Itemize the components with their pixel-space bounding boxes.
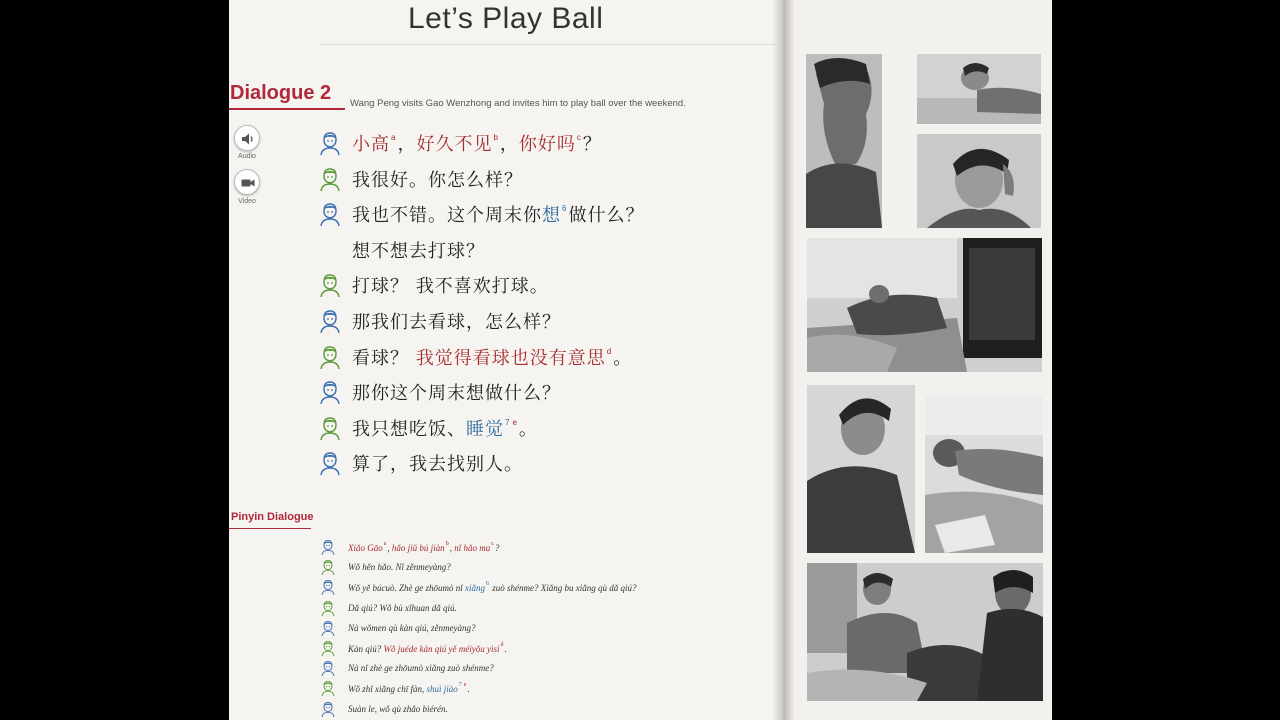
footnote-marker: e	[512, 417, 518, 427]
chinese-text	[352, 272, 549, 298]
pinyin-line	[320, 557, 451, 577]
footnote-marker: d	[500, 642, 504, 648]
footnote-marker: e	[463, 682, 467, 689]
chinese-text	[352, 344, 632, 370]
dialogue-line	[318, 199, 644, 229]
text-segment: ?	[494, 543, 500, 553]
text-segment: ，	[397, 134, 417, 155]
footnote-marker: 6	[562, 204, 568, 214]
footnote-marker: a	[383, 541, 387, 547]
photo-boy-laptop-bed	[807, 238, 1042, 372]
text-segment: 想不想去打球？	[352, 240, 485, 262]
speaker-gao-avatar-icon	[318, 345, 342, 369]
text-segment: 那你这个周末想做什么？	[352, 383, 561, 405]
dialogue-line	[318, 306, 561, 336]
pinyin-text	[348, 642, 507, 654]
text-segment: 我也不错。这个周末你	[352, 205, 542, 227]
highlighted-phrase: shuì jiào	[426, 684, 458, 695]
speaker-icon	[240, 131, 256, 147]
chinese-text	[352, 379, 561, 405]
pinyin-heading-underline	[229, 528, 311, 529]
pinyin-line	[320, 638, 507, 658]
text-segment: 我只想吃饭、	[352, 418, 466, 440]
text-segment: 打球？ 我不喜欢打球。	[352, 276, 549, 298]
text-segment: 做什么？	[568, 205, 645, 227]
text-segment: Wǒ hěn hǎo. Nǐ zěnmeyàng?	[348, 562, 451, 573]
highlighted-phrase: Xiǎo Gāo	[348, 543, 383, 553]
speaker-gao-avatar-icon	[318, 273, 342, 297]
footnote-marker: b	[493, 133, 499, 142]
photo-two-boys-talking	[807, 563, 1043, 701]
photo-boy-sleeping	[925, 395, 1043, 553]
pinyin-line	[320, 699, 448, 719]
highlighted-phrase: 想	[542, 205, 561, 227]
dialogue-line	[318, 342, 632, 372]
text-segment: ？	[582, 134, 602, 155]
chinese-text	[352, 415, 538, 441]
highlighted-phrase: 我觉得看球也没有意思	[415, 347, 606, 369]
speaker-wang-avatar-icon	[318, 380, 342, 404]
chinese-text	[352, 201, 644, 227]
photo-boy-sitting	[807, 385, 915, 553]
highlighted-phrase: 小高	[352, 134, 390, 155]
text-segment: 我很好。你怎么样？	[352, 169, 523, 191]
speaker-wang-avatar-icon	[320, 620, 336, 636]
chinese-text	[352, 237, 485, 263]
speaker-gao-avatar-icon	[320, 600, 336, 616]
text-segment: 那我们去看球，怎么样？	[352, 312, 561, 333]
pinyin-line	[320, 537, 499, 557]
pinyin-heading: Pinyin Dialogue	[231, 511, 314, 523]
highlighted-phrase: 睡觉	[466, 418, 504, 440]
speaker-wang-avatar-icon	[318, 202, 342, 226]
highlighted-phrase: 你好吗	[518, 134, 576, 155]
text-segment: Wǒ yě búcuò. Zhè ge zhōumò nǐ	[348, 583, 465, 594]
speaker-wang-avatar-icon	[318, 451, 342, 475]
text-segment: Nà wǒmen qù kàn qiú, zěnmeyàng?	[348, 622, 476, 633]
pinyin-text	[348, 603, 457, 613]
footnote-marker: 6	[485, 581, 489, 588]
dialogue-intro: Wang Peng visits Gao Wenzhong and invites him to play ball over the weekend.	[350, 98, 686, 109]
speaker-wang-avatar-icon	[320, 660, 336, 676]
pinyin-line	[320, 598, 457, 618]
pinyin-text	[348, 623, 475, 633]
pinyin-line	[320, 618, 475, 638]
text-segment: 算了，我去找别人。	[352, 454, 523, 476]
footnote-marker: c	[576, 133, 582, 142]
text-segment: Kàn qiú?	[348, 644, 384, 654]
pinyin-text	[348, 663, 494, 673]
text-segment: ，	[499, 134, 519, 155]
page-title: Let’s Play Ball	[408, 2, 604, 35]
video-button[interactable]	[234, 169, 260, 195]
photo-boy-lying	[917, 54, 1041, 124]
highlighted-phrase: hǎo jiǔ bú jiàn	[391, 543, 445, 553]
text-segment: ,	[449, 543, 455, 553]
text-segment: zuò shénme? Xiǎng bu xiǎng qù dǎ qiú?	[489, 583, 637, 594]
text-segment: 看球？	[352, 347, 416, 369]
footnote-marker: b	[445, 541, 449, 547]
chinese-text	[352, 166, 523, 192]
video-label: Video	[238, 198, 256, 205]
speaker-wang-avatar-icon	[320, 539, 336, 555]
title-divider	[320, 44, 780, 45]
pinyin-line	[320, 577, 636, 597]
pinyin-text	[348, 541, 499, 553]
book-gutter	[772, 0, 794, 720]
speaker-gao-avatar-icon	[320, 559, 336, 575]
text-segment: .	[467, 684, 470, 695]
footnote-marker: a	[391, 133, 397, 142]
dialogue-line	[318, 377, 561, 407]
pinyin-line	[320, 658, 494, 678]
highlighted-phrase: Wǒ juéde kàn qiú yě méiyǒu yìsi	[383, 644, 500, 654]
highlighted-phrase: nǐ hǎo ma	[454, 543, 491, 553]
dialogue-line	[318, 128, 602, 158]
pinyin-text	[348, 704, 448, 714]
text-segment: .	[504, 644, 507, 654]
photo-boy-thinking	[917, 134, 1041, 228]
speaker-wang-avatar-icon	[320, 579, 336, 595]
dialogue-heading: Dialogue 2	[230, 82, 332, 104]
speaker-gao-avatar-icon	[318, 167, 342, 191]
dialogue-line	[318, 448, 523, 478]
chinese-text	[352, 308, 561, 334]
pinyin-text	[348, 581, 636, 593]
footnote-marker: c	[491, 541, 494, 547]
highlighted-phrase: 好久不见	[416, 134, 493, 155]
footnote-marker: 7	[505, 417, 511, 427]
text-segment: Nà nǐ zhè ge zhōumò xiǎng zuò shénme?	[348, 663, 494, 674]
pinyin-text	[348, 562, 451, 572]
highlighted-phrase: xiǎng	[464, 583, 485, 594]
footnote-marker: 7	[458, 682, 462, 689]
speaker-gao-avatar-icon	[318, 416, 342, 440]
dialogue-line	[318, 164, 523, 194]
text-segment: Dǎ qiú? Wǒ bù xǐhuan dǎ qiú.	[348, 602, 457, 613]
text-segment: Wǒ zhǐ xiǎng chī fàn,	[348, 684, 427, 695]
dialogue-line	[318, 413, 538, 443]
video-camera-icon	[240, 175, 256, 191]
pinyin-text	[348, 682, 470, 694]
speaker-gao-avatar-icon	[320, 640, 336, 656]
text-segment: 。	[518, 418, 538, 440]
pinyin-line	[320, 678, 470, 698]
dialogue-heading-underline	[229, 108, 345, 110]
audio-label: Audio	[238, 153, 256, 160]
chinese-text	[352, 450, 523, 476]
speaker-gao-avatar-icon	[320, 680, 336, 696]
photo-boy-profile	[806, 54, 882, 228]
audio-button[interactable]	[234, 125, 260, 151]
dialogue-line	[318, 235, 485, 265]
footnote-marker: d	[606, 346, 613, 356]
text-segment: ,	[387, 543, 392, 553]
speaker-wang-avatar-icon	[318, 131, 342, 155]
chinese-text	[352, 130, 602, 156]
speaker-wang-avatar-icon	[320, 701, 336, 717]
text-segment: 。	[613, 347, 633, 369]
text-segment: Suàn le, wǒ qù zhǎo biérén.	[348, 703, 448, 714]
speaker-wang-avatar-icon	[318, 309, 342, 333]
dialogue-line	[318, 270, 549, 300]
